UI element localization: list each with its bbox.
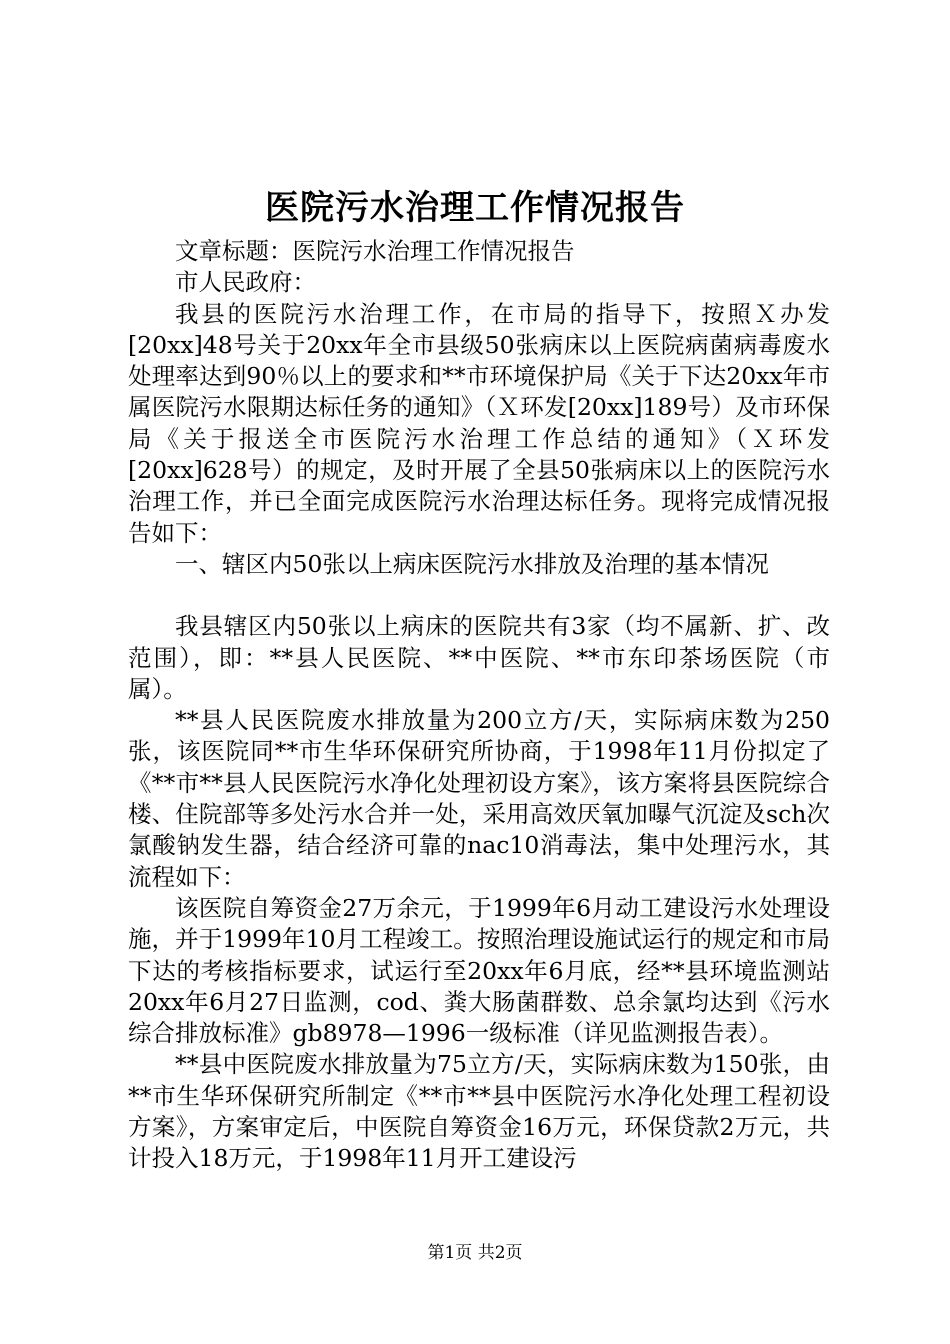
body-paragraph: **县人民医院废水排放量为200立方/天，实际病床数为250张，该医院同**市生华环保研究所协商，于1998年11月份拟定了《**市**县人民医院污水净化处理初设方案》，该方案将县医院综合楼、住院部等多处污水合并一处，采用高效厌氧加曝气沉淀及sch次氯酸钠发生器，结合经济可靠的nac10消毒法，集中处理污水，其流程如下： (128, 706, 830, 891)
body-paragraph: **县中医院废水排放量为75立方/天，实际病床数为150张，由**市生华环保研究所制定《**市**县中医院污水净化处理工程初设方案》，方案审定后，中医院自筹资金16万元，环保贷款2万元，共计投入18万元，于1998年11月开工建设污 (128, 1050, 830, 1173)
intro-paragraph: 我县的医院污水治理工作，在市局的指导下，按照Ｘ办发[20xx]48号关于20xx年全市县级50张病床以上医院病菌病毒废水处理率达到90％以上的要求和**市环境保护局《关于下达20xx年市属医院污水限期达标任务的通知》（Ｘ环发[20xx]189号）及市环保局《关于报送全市医院污水治理工作总结的通知》（Ｘ环发[20xx]628号）的规定，及时开展了全县50张病床以上的医院污水治理工作，并已全面完成医院污水治理达标任务。现将完成情况报告如下： (128, 299, 830, 547)
article-title-line: 文章标题：医院污水治理工作情况报告 (175, 237, 575, 265)
page-footer: 第1页 共2页 (427, 1243, 523, 1263)
body-paragraph: 我县辖区内50张以上病床的医院共有3家（均不属新、扩、改范围），即：**县人民医院、**中医院、**市东印茶场医院（市属）。 (128, 612, 830, 703)
document-body (128, 236, 830, 1175)
section-heading: 一、辖区内50张以上病床医院污水排放及治理的基本情况 (175, 549, 769, 578)
document-title: 医院污水治理工作情况报告 (265, 188, 685, 228)
salutation: 市人民政府： (175, 268, 316, 297)
body-paragraph: 该医院自筹资金27万余元，于1999年6月动工建设污水处理设施，并于1999年10月工程竣工。按照治理设施试运行的规定和市局下达的考核指标要求，试运行至20xx年6月底，经**县环境监测站20xx年6月27日监测，cod、粪大肠菌群数、总余氯均达到《污水综合排放标准》gb8978—1996一级标准（详见监测报告表）。 (128, 893, 830, 1048)
